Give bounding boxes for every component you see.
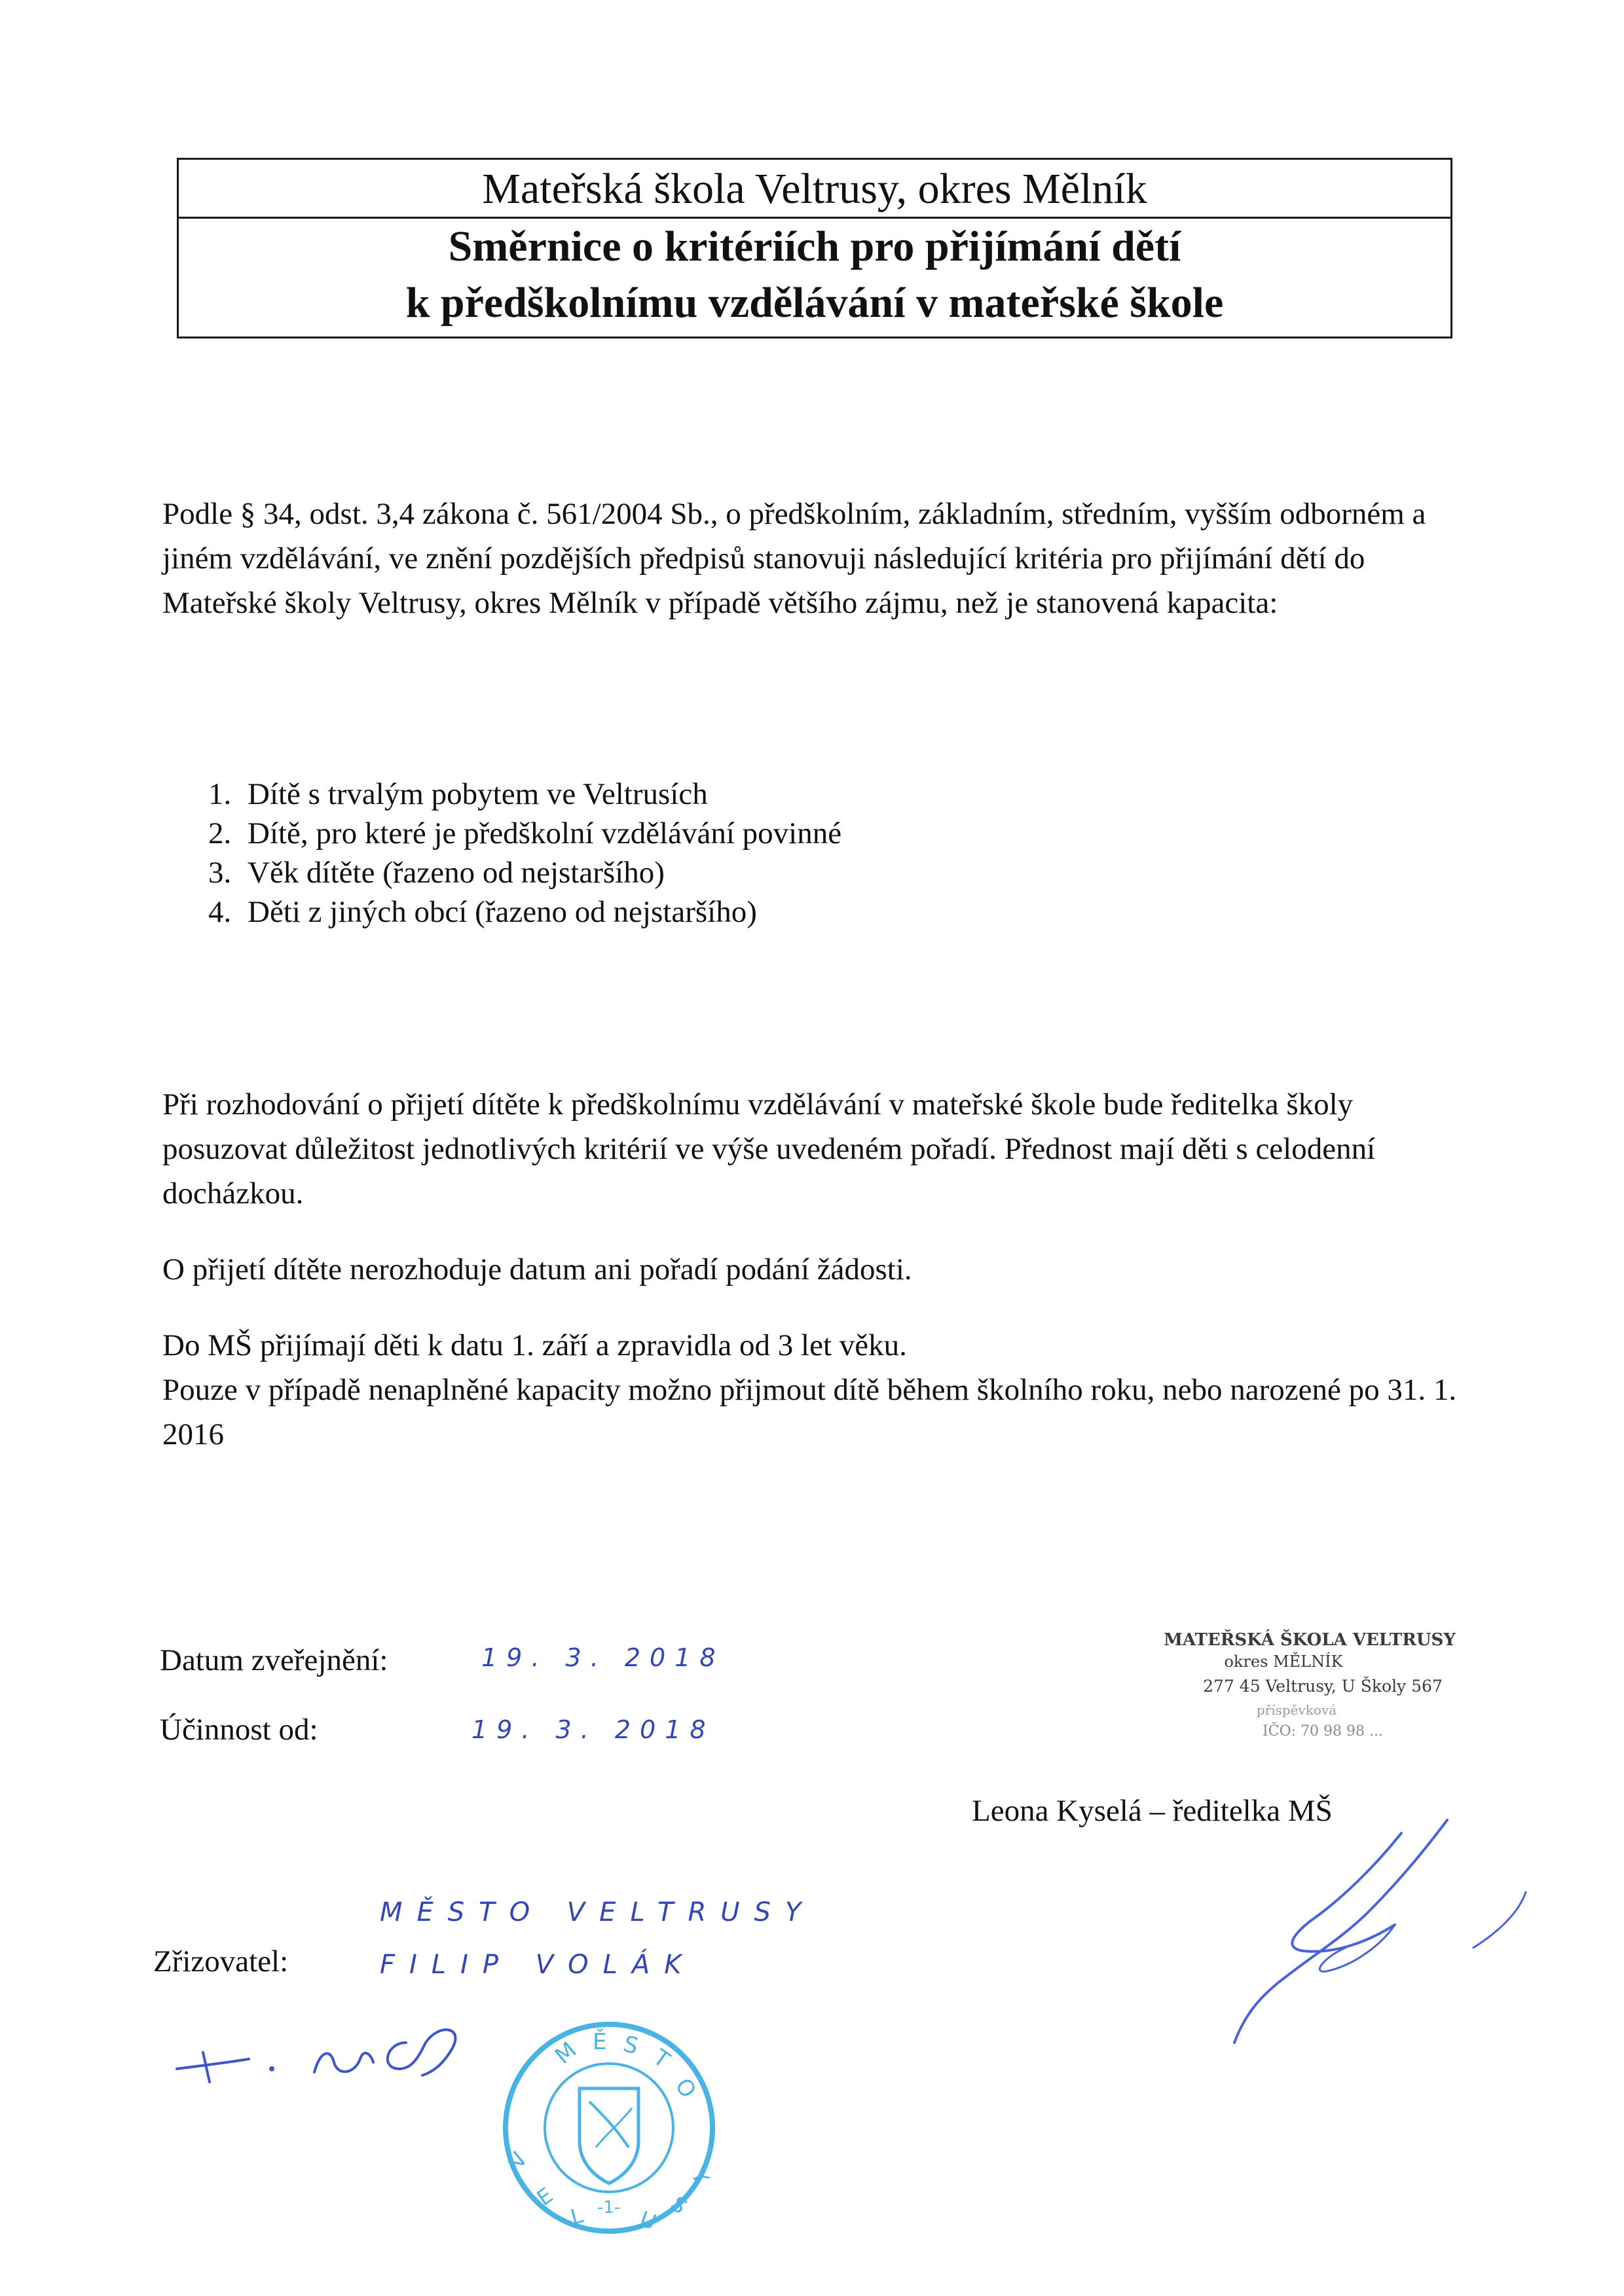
criteria-item (208, 774, 1321, 814)
criteria-number: 3. (208, 856, 232, 890)
svg-text:V: V (504, 2148, 532, 2173)
svg-text:O: O (669, 2073, 701, 2104)
school-name: Mateřská škola Veltrusy, okres Mělník (179, 160, 1450, 219)
svg-text:M: M (550, 2037, 582, 2069)
decision-paragraph: Při rozhodování o přijetí dítěte k předškolnímu vzdělávání v mateřské škole bude ředitelka školy posuzovat důležitost jednotlivých kritérií ve výše uvedeném pořadí. Přednost mají děti s celodenní docházkou. (162, 1087, 1376, 1211)
effective-label: Účinnost od: (160, 1713, 318, 1747)
criteria-item (208, 892, 1321, 932)
director-name: Leona Kyselá – ředitelka MŠ (972, 1794, 1333, 1828)
svg-text:Y: Y (686, 2165, 714, 2188)
school-stamp-line-3: 277 45 Veltrusy, U Školy 567 (1203, 1677, 1443, 1696)
school-stamp-line-1: MATEŘSKÁ ŠKOLA VELTRUSY (1164, 1630, 1456, 1650)
school-stamp-line-4: příspěvková (1256, 1702, 1337, 1718)
intro-paragraph: Podle § 34, odst. 3,4 zákona č. 561/2004 Sb., o předškolním, základním, středním, vyšším odborném a jiném vzdělávání, ve znění pozdějších předpisů stanovuji následující kritéria pro přijímání dětí do Mateřské školy Veltrusy, okres Mělník v případě většího zájmu, než je stanovená kapacita: (162, 497, 1426, 620)
criteria-text: Věk dítěte (řazeno od nejstaršího) (248, 856, 665, 890)
svg-text:U: U (637, 2206, 660, 2235)
criteria-number: 4. (208, 895, 232, 929)
founder-handwritten-city: MĚSTO VELTRUSY (380, 1897, 816, 1927)
svg-text:Ě: Ě (593, 2029, 607, 2055)
header-box (177, 158, 1452, 338)
criteria-list (208, 774, 1321, 932)
founder-handwritten-name: FILIP VOLÁK (380, 1950, 696, 1980)
founder-label: Zřizovatel: (153, 1944, 289, 1978)
school-stamp-line-2: okres MĚLNÍK (1224, 1652, 1343, 1671)
criteria-number: 2. (208, 816, 232, 850)
criteria-item (208, 853, 1321, 892)
svg-text:E: E (532, 2182, 558, 2211)
published-date-handwritten: 19. 3. 2018 (481, 1643, 725, 1672)
criteria-text: Děti z jiných obcí (řazeno od nejstaršího) (248, 895, 757, 929)
city-seal (498, 2016, 720, 2239)
founder-signature (164, 1997, 504, 2095)
svg-text:S: S (620, 2031, 641, 2060)
criteria-text: Dítě, pro které je předškolní vzdělávání povinné (248, 816, 842, 850)
effective-date-handwritten: 19. 3. 2018 (471, 1715, 715, 1744)
svg-text:S: S (665, 2191, 692, 2219)
director-signature (1231, 1807, 1545, 2056)
age-paragraph: Do MŠ přijímají děti k datu 1. září a zpravidla od 3 let věku. Pouze v případě nenaplněné kapacity možno přijmout dítě během školního roku, nebo narozené po 31. 1. 2016 (162, 1328, 1457, 1451)
criteria-number: 1. (208, 777, 232, 811)
title-line-2: k předškolnímu vzdělávání v mateřské škole (405, 279, 1224, 327)
svg-text:-1-: -1- (597, 2198, 621, 2217)
published-label: Datum zveřejnění: (160, 1643, 388, 1677)
criteria-item (208, 814, 1321, 853)
svg-text:L: L (568, 2202, 586, 2230)
criteria-text: Dítě s trvalým pobytem ve Veltrusích (248, 777, 708, 811)
svg-text:T: T (648, 2044, 674, 2074)
school-stamp-line-5: IČO: 70 98 98 ... (1263, 1723, 1383, 1740)
order-paragraph: O přijetí dítěte nerozhoduje datum ani pořadí podání žádosti. (162, 1252, 912, 1286)
document-title (179, 219, 1450, 331)
title-line-1: Směrnice o kritériích pro přijímání dětí (448, 223, 1181, 270)
